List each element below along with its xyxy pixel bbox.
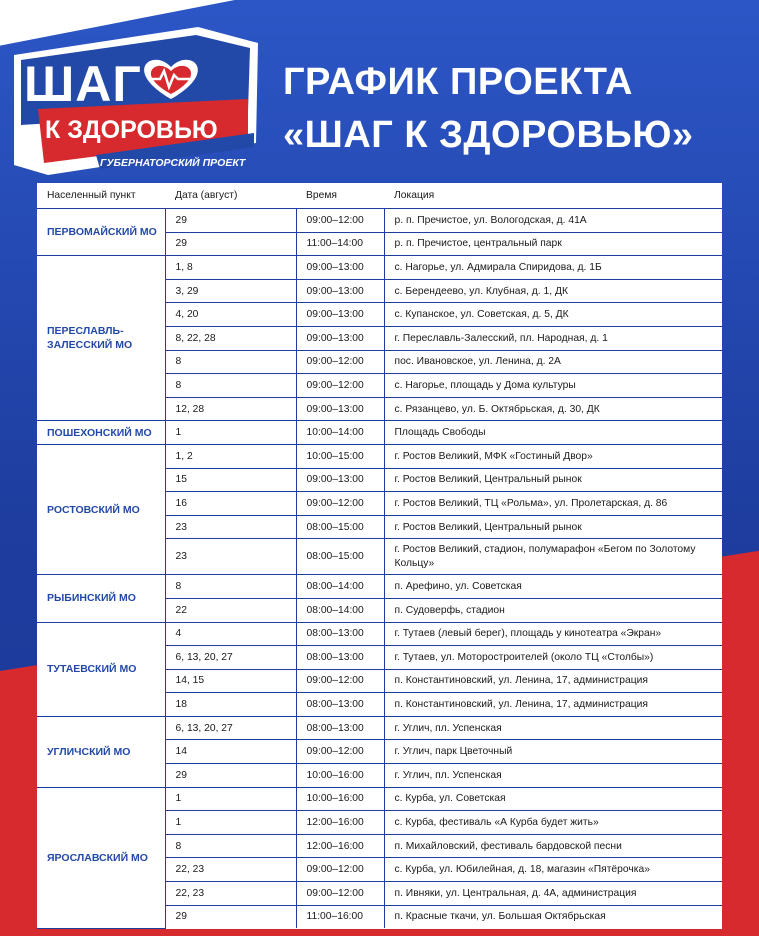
- table-row: [37, 622, 722, 646]
- header-time: Время: [296, 183, 384, 209]
- location-cell: п. Ивняки, ул. Центральная, д. 4А, администрация: [384, 882, 722, 906]
- date-cell: 29: [165, 232, 296, 256]
- date-cell: 6, 13, 20, 27: [165, 716, 296, 740]
- schedule-table: [37, 183, 722, 929]
- location-cell: г. Ростов Великий, ТЦ «Рольма», ул. Пролетарская, д. 86: [384, 492, 722, 516]
- header-locality: Населенный пункт: [37, 183, 165, 209]
- location-cell: п. Михайловский, фестиваль бардовской песни: [384, 834, 722, 858]
- location-cell: п. Константиновский, ул. Ленина, 17, администрация: [384, 669, 722, 693]
- date-cell: 6, 13, 20, 27: [165, 646, 296, 670]
- location-cell: п. Красные ткачи, ул. Большая Октябрьская: [384, 905, 722, 928]
- time-cell: 09:00–13:00: [296, 397, 384, 421]
- time-cell: 11:00–16:00: [296, 905, 384, 928]
- logo-caption: ГУБЕРНАТОРСКИЙ ПРОЕКТ: [100, 157, 246, 169]
- table-row: [37, 716, 722, 740]
- date-cell: 22: [165, 598, 296, 622]
- time-cell: 09:00–12:00: [296, 350, 384, 374]
- time-cell: 08:00–13:00: [296, 693, 384, 717]
- time-cell: 08:00–13:00: [296, 716, 384, 740]
- date-cell: 29: [165, 764, 296, 788]
- location-cell: с. Берендеево, ул. Клубная, д. 1, ДК: [384, 279, 722, 303]
- region-cell: ЯРОСЛАВСКИЙ МО: [37, 787, 165, 928]
- time-cell: 10:00–16:00: [296, 787, 384, 811]
- header-location: Локация: [384, 183, 722, 209]
- date-cell: 4: [165, 622, 296, 646]
- location-cell: с. Купанское, ул. Советская, д. 5, ДК: [384, 303, 722, 327]
- location-cell: г. Переславль-Залесский, пл. Народная, д. 1: [384, 326, 722, 350]
- date-cell: 15: [165, 468, 296, 492]
- project-logo: [8, 15, 266, 185]
- time-cell: 09:00–13:00: [296, 468, 384, 492]
- date-cell: 8, 22, 28: [165, 326, 296, 350]
- location-cell: г. Ростов Великий, МФК «Гостиный Двор»: [384, 444, 722, 468]
- time-cell: 09:00–13:00: [296, 256, 384, 280]
- location-cell: г. Углич, пл. Успенская: [384, 764, 722, 788]
- date-cell: 29: [165, 905, 296, 928]
- page-title-line2: «ШАГ К ЗДОРОВЬЮ»: [283, 114, 694, 156]
- table-row: [37, 421, 722, 445]
- date-cell: 14: [165, 740, 296, 764]
- region-cell: РОСТОВСКИЙ МО: [37, 444, 165, 574]
- location-cell: г. Тутаев, ул. Моторостроителей (около ТЦ «Столбы»): [384, 646, 722, 670]
- time-cell: 08:00–14:00: [296, 575, 384, 599]
- region-cell: ПЕРЕСЛАВЛЬ-ЗАЛЕССКИЙ МО: [37, 256, 165, 421]
- location-cell: с. Рязанцево, ул. Б. Октябрьская, д. 30, ДК: [384, 397, 722, 421]
- page-title-line1: ГРАФИК ПРОЕКТА: [283, 61, 634, 103]
- location-cell: г. Углич, парк Цветочный: [384, 740, 722, 764]
- location-cell: с. Нагорье, площадь у Дома культуры: [384, 374, 722, 398]
- time-cell: 09:00–12:00: [296, 374, 384, 398]
- date-cell: 22, 23: [165, 858, 296, 882]
- date-cell: 1, 2: [165, 444, 296, 468]
- region-cell: РЫБИНСКИЙ МО: [37, 575, 165, 622]
- date-cell: 1: [165, 421, 296, 445]
- time-cell: 09:00–12:00: [296, 492, 384, 516]
- location-cell: г. Ростов Великий, Центральный рынок: [384, 468, 722, 492]
- date-cell: 12, 28: [165, 397, 296, 421]
- date-cell: 23: [165, 515, 296, 539]
- logo-title: ШАГ: [24, 56, 142, 112]
- time-cell: 10:00–14:00: [296, 421, 384, 445]
- time-cell: 09:00–12:00: [296, 669, 384, 693]
- date-cell: 1: [165, 787, 296, 811]
- region-cell: ТУТАЕВСКИЙ МО: [37, 622, 165, 716]
- region-cell: УГЛИЧСКИЙ МО: [37, 716, 165, 787]
- date-cell: 14, 15: [165, 669, 296, 693]
- date-cell: 8: [165, 834, 296, 858]
- date-cell: 8: [165, 374, 296, 398]
- table-body: [37, 209, 722, 929]
- logo-subtitle: К ЗДОРОВЬЮ: [45, 116, 218, 144]
- time-cell: 08:00–15:00: [296, 539, 384, 575]
- location-cell: с. Нагорье, ул. Адмирала Спиридова, д. 1Б: [384, 256, 722, 280]
- table-row: [37, 575, 722, 599]
- table-header-row: [37, 183, 722, 209]
- location-cell: Площадь Свободы: [384, 421, 722, 445]
- region-cell: ПОШЕХОНСКИЙ МО: [37, 421, 165, 445]
- time-cell: 11:00–14:00: [296, 232, 384, 256]
- time-cell: 09:00–12:00: [296, 209, 384, 233]
- table-row: [37, 787, 722, 811]
- time-cell: 09:00–13:00: [296, 326, 384, 350]
- location-cell: г. Ростов Великий, Центральный рынок: [384, 515, 722, 539]
- location-cell: р. п. Пречистое, центральный парк: [384, 232, 722, 256]
- location-cell: п. Арефино, ул. Советская: [384, 575, 722, 599]
- time-cell: 09:00–12:00: [296, 858, 384, 882]
- table-row: [37, 444, 722, 468]
- location-cell: р. п. Пречистое, ул. Вологодская, д. 41А: [384, 209, 722, 233]
- date-cell: 29: [165, 209, 296, 233]
- location-cell: с. Курба, ул. Советская: [384, 787, 722, 811]
- date-cell: 3, 29: [165, 279, 296, 303]
- time-cell: 09:00–12:00: [296, 740, 384, 764]
- time-cell: 09:00–12:00: [296, 882, 384, 906]
- time-cell: 09:00–13:00: [296, 303, 384, 327]
- header-date: Дата (август): [165, 183, 296, 209]
- time-cell: 08:00–13:00: [296, 622, 384, 646]
- time-cell: 09:00–13:00: [296, 279, 384, 303]
- location-cell: г. Углич, пл. Успенская: [384, 716, 722, 740]
- location-cell: г. Ростов Великий, стадион, полумарафон «Бегом по Золотому Кольцу»: [384, 539, 722, 575]
- location-cell: пос. Ивановское, ул. Ленина, д. 2А: [384, 350, 722, 374]
- date-cell: 1: [165, 811, 296, 835]
- time-cell: 10:00–16:00: [296, 764, 384, 788]
- page-title: [283, 56, 694, 162]
- time-cell: 08:00–13:00: [296, 646, 384, 670]
- date-cell: 18: [165, 693, 296, 717]
- table-row: [37, 209, 722, 233]
- location-cell: п. Константиновский, ул. Ленина, 17, администрация: [384, 693, 722, 717]
- date-cell: 23: [165, 539, 296, 575]
- date-cell: 16: [165, 492, 296, 516]
- date-cell: 22, 23: [165, 882, 296, 906]
- location-cell: п. Судоверфь, стадион: [384, 598, 722, 622]
- location-cell: с. Курба, ул. Юбилейная, д. 18, магазин «Пятёрочка»: [384, 858, 722, 882]
- date-cell: 8: [165, 350, 296, 374]
- date-cell: 4, 20: [165, 303, 296, 327]
- table-row: [37, 256, 722, 280]
- location-cell: г. Тутаев (левый берег), площадь у кинотеатра «Экран»: [384, 622, 722, 646]
- time-cell: 12:00–16:00: [296, 834, 384, 858]
- time-cell: 08:00–14:00: [296, 598, 384, 622]
- region-cell: ПЕРВОМАЙСКИЙ МО: [37, 209, 165, 256]
- location-cell: с. Курба, фестиваль «А Курба будет жить»: [384, 811, 722, 835]
- time-cell: 10:00–15:00: [296, 444, 384, 468]
- time-cell: 12:00–16:00: [296, 811, 384, 835]
- date-cell: 8: [165, 575, 296, 599]
- time-cell: 08:00–15:00: [296, 515, 384, 539]
- date-cell: 1, 8: [165, 256, 296, 280]
